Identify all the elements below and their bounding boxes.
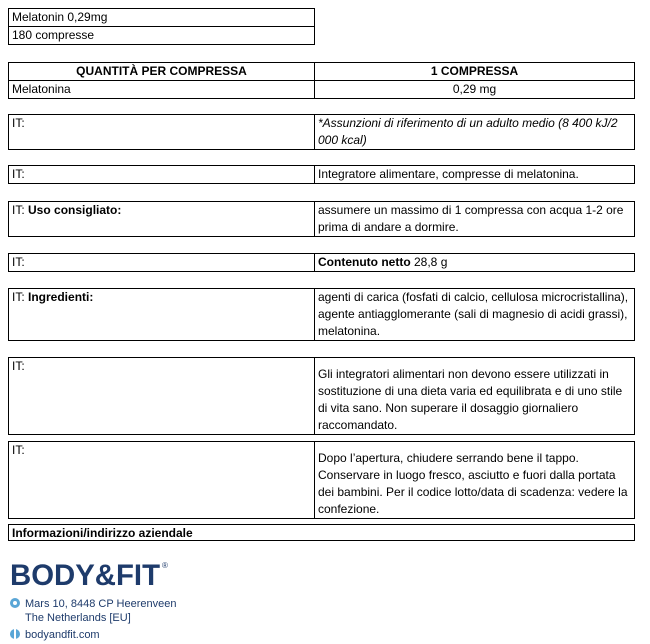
reference-text: *Assunzioni di riferimento di un adulto medio (8 400 kJ/2 000 kcal): [315, 115, 635, 150]
ingredients-title: Ingredienti:: [28, 290, 94, 304]
location-pin-icon: [10, 598, 20, 608]
website-link[interactable]: bodyandfit.com: [25, 629, 100, 641]
description-lang: IT:: [9, 166, 315, 184]
bodyandfit-logo: [10, 556, 170, 590]
company-website[interactable]: [10, 628, 100, 642]
ingredients-label: IT: Ingredienti:: [9, 289, 315, 341]
description-text: Integratore alimentare, compresse di melatonina.: [315, 166, 635, 184]
net-content-value: Contenuto netto 28,8 g: [315, 254, 635, 272]
logo-text: BODY&FIT: [10, 559, 160, 590]
globe-icon: [10, 629, 20, 639]
reference-section: [8, 114, 635, 150]
ingredients-section: [8, 288, 635, 341]
address-line1: Mars 10, 8448 CP Heerenveen: [25, 598, 177, 610]
product-table: [8, 8, 315, 45]
warning-lang: IT:: [9, 358, 315, 435]
product-name: Melatonin 0,29mg: [9, 9, 315, 27]
product-count: 180 compresse: [9, 27, 315, 45]
net-content-lang: IT:: [9, 254, 315, 272]
nutrition-header-left: QUANTITÀ PER COMPRESSA: [9, 63, 315, 81]
company-address: [10, 597, 176, 611]
nutrient-value: 0,29 mg: [315, 81, 635, 99]
storage-text: Dopo l’apertura, chiudere serrando bene il tappo. Conservare in luogo fresco, asciutto e fuori dalla portata dei bambini. Per il codice lotto/data di scadenza: vedere la confezione.: [315, 442, 635, 519]
usage-label: IT: Uso consigliato:: [9, 202, 315, 237]
ingredients-text: agenti di carica (fosfati di calcio, cellulosa microcristallina), agente antiagglomerante (sali di magnesio di acidi grassi), melatonina.: [315, 289, 635, 341]
company-heading: Informazioni/indirizzo aziendale: [8, 524, 635, 541]
storage-section: [8, 441, 635, 519]
usage-title: Uso consigliato:: [28, 203, 122, 217]
nutrition-table: [8, 62, 635, 99]
nutrition-header-right: 1 COMPRESSA: [315, 63, 635, 81]
warning-text: Gli integratori alimentari non devono essere utilizzati in sostituzione di una dieta varia ed equilibrata e di uno stile di vita sano. Non superare il dosaggio giornaliero raccomandato.: [315, 358, 635, 435]
net-content-section: [8, 253, 635, 272]
reference-lang: IT:: [9, 115, 315, 150]
warning-section: [8, 357, 635, 435]
usage-text: assumere un massimo di 1 compressa con acqua 1-2 ore prima di andare a dormire.: [315, 202, 635, 237]
logo-mark: ®: [162, 561, 168, 570]
description-section: [8, 165, 635, 184]
address-line2: The Netherlands [EU]: [25, 612, 131, 624]
usage-section: [8, 201, 635, 237]
nutrient-label: Melatonina: [9, 81, 315, 99]
storage-lang: IT:: [9, 442, 315, 519]
